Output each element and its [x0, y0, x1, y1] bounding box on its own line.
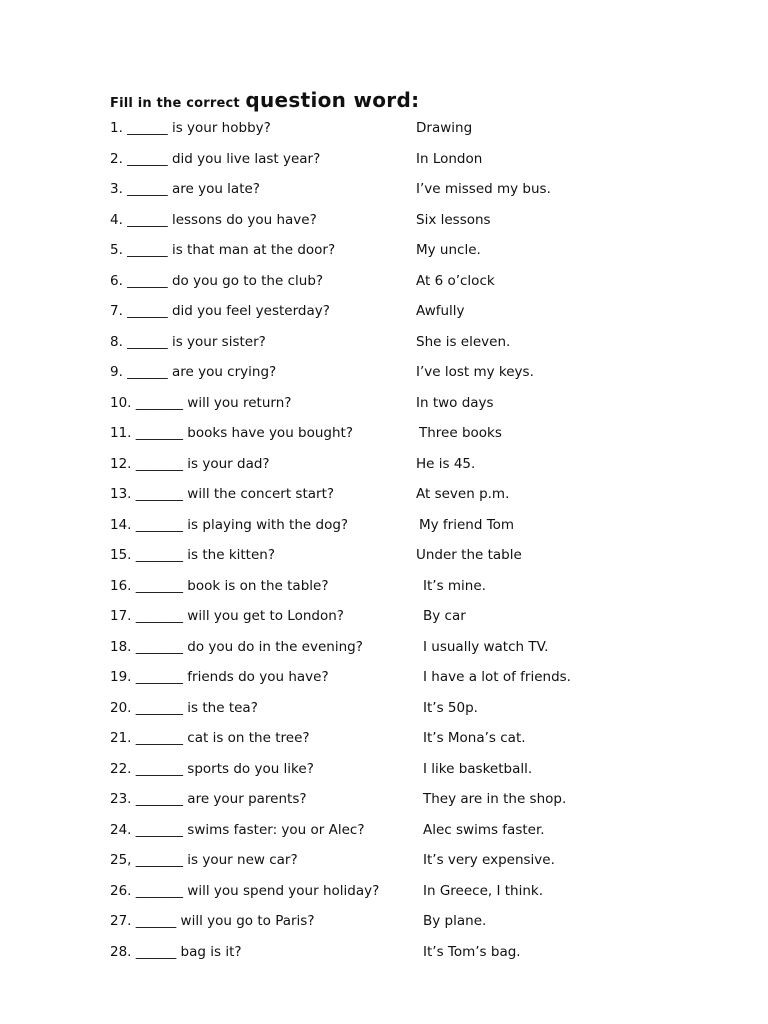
answer-text: It’s mine. [423, 577, 486, 594]
answer-text: Six lessons [416, 211, 491, 228]
answer-text: He is 45. [416, 455, 476, 472]
exercise-row [110, 758, 730, 780]
exercise-row [110, 483, 730, 505]
answer-text: My uncle. [416, 242, 481, 258]
answer-text: At seven p.m. [416, 486, 510, 502]
answer-text: It’s Tom’s bag. [423, 943, 521, 960]
question-text: 24. _______ swims faster: you or Alec? [110, 821, 365, 838]
exercise-row [110, 300, 730, 322]
exercise-row [110, 453, 730, 475]
exercise-row [110, 849, 730, 871]
answer-text: I’ve missed my bus. [416, 181, 551, 197]
exercise-row [110, 514, 730, 536]
answer-text: My friend Tom [419, 516, 515, 533]
exercise-row [110, 117, 730, 139]
heading-prefix: Fill in the correct [110, 96, 240, 111]
exercise-row [110, 666, 730, 688]
question-text: 12. _______ is your dad? [110, 455, 270, 472]
answer-text: In two days [416, 394, 494, 411]
question-text: 15. _______ is the kitten? [110, 547, 276, 563]
exercise-row [110, 544, 730, 566]
answer-text: I usually watch TV. [423, 638, 549, 655]
answer-text: Under the table [416, 547, 522, 563]
answer-text: In London [416, 150, 483, 167]
exercise-row [110, 331, 730, 353]
answer-text: I like basketball. [423, 760, 533, 777]
question-text: 7. ______ did you feel yesterday? [110, 303, 330, 319]
exercise-row [110, 422, 730, 444]
exercise-row [110, 880, 730, 902]
question-text: 14. _______ is playing with the dog? [110, 516, 349, 533]
question-text: 9. ______ are you crying? [110, 364, 277, 380]
question-text: 25, _______ is your new car? [110, 852, 298, 868]
question-text: 13. _______ will the concert start? [110, 486, 335, 502]
exercise-row [110, 361, 730, 383]
question-text: 18. _______ do you do in the evening? [110, 638, 363, 655]
question-text: 8. ______ is your sister? [110, 333, 266, 350]
question-text: 23. _______ are your parents? [110, 791, 307, 807]
question-text: 27. ______ will you go to Paris? [110, 913, 315, 929]
answer-text: Three books [419, 425, 502, 441]
exercise-row [110, 605, 730, 627]
question-text: 17. _______ will you get to London? [110, 608, 344, 624]
answer-text: By car [423, 608, 466, 624]
exercise-row [110, 575, 730, 597]
answer-text: She is eleven. [416, 333, 511, 350]
question-text: 11. _______ books have you bought? [110, 425, 354, 441]
question-text: 20. _______ is the tea? [110, 699, 258, 716]
question-text: 16. _______ book is on the table? [110, 577, 329, 594]
answer-text: Drawing [416, 120, 473, 136]
worksheet-heading [110, 88, 419, 112]
question-text: 3. ______ are you late? [110, 181, 260, 197]
exercise-row [110, 270, 730, 292]
question-text: 22. _______ sports do you like? [110, 760, 314, 777]
question-text: 2. ______ did you live last year? [110, 150, 321, 167]
question-text: 19. _______ friends do you have? [110, 669, 329, 685]
exercise-row [110, 697, 730, 719]
exercise-row [110, 727, 730, 749]
exercise-row [110, 788, 730, 810]
answer-text: By plane. [423, 913, 487, 929]
exercise-row [110, 148, 730, 170]
answer-text: In Greece, I think. [423, 882, 544, 899]
heading-emphasis: question word: [245, 88, 420, 112]
exercise-row [110, 636, 730, 658]
exercise-row [110, 819, 730, 841]
question-text: 1. ______ is your hobby? [110, 120, 271, 136]
answer-text: It’s very expensive. [423, 852, 555, 868]
exercise-row [110, 209, 730, 231]
exercise-row [110, 178, 730, 200]
answer-text: At 6 o’clock [416, 272, 495, 289]
exercise-row [110, 910, 730, 932]
answer-text: It’s 50p. [423, 699, 478, 716]
question-text: 5. ______ is that man at the door? [110, 242, 336, 258]
answer-text: It’s Mona’s cat. [423, 730, 526, 746]
answer-text: They are in the shop. [423, 791, 567, 807]
answer-text: Alec swims faster. [423, 821, 545, 838]
question-text: 6. ______ do you go to the club? [110, 272, 324, 289]
question-text: 4. ______ lessons do you have? [110, 211, 317, 228]
question-text: 10. _______ will you return? [110, 394, 292, 411]
exercise-row [110, 941, 730, 963]
answer-text: Awfully [416, 303, 465, 319]
question-text: 21. _______ cat is on the tree? [110, 730, 310, 746]
answer-text: I have a lot of friends. [423, 669, 571, 685]
answer-text: I’ve lost my keys. [416, 364, 534, 380]
exercise-row [110, 239, 730, 261]
question-text: 28. ______ bag is it? [110, 943, 242, 960]
question-text: 26. _______ will you spend your holiday? [110, 882, 380, 899]
exercise-row [110, 392, 730, 414]
